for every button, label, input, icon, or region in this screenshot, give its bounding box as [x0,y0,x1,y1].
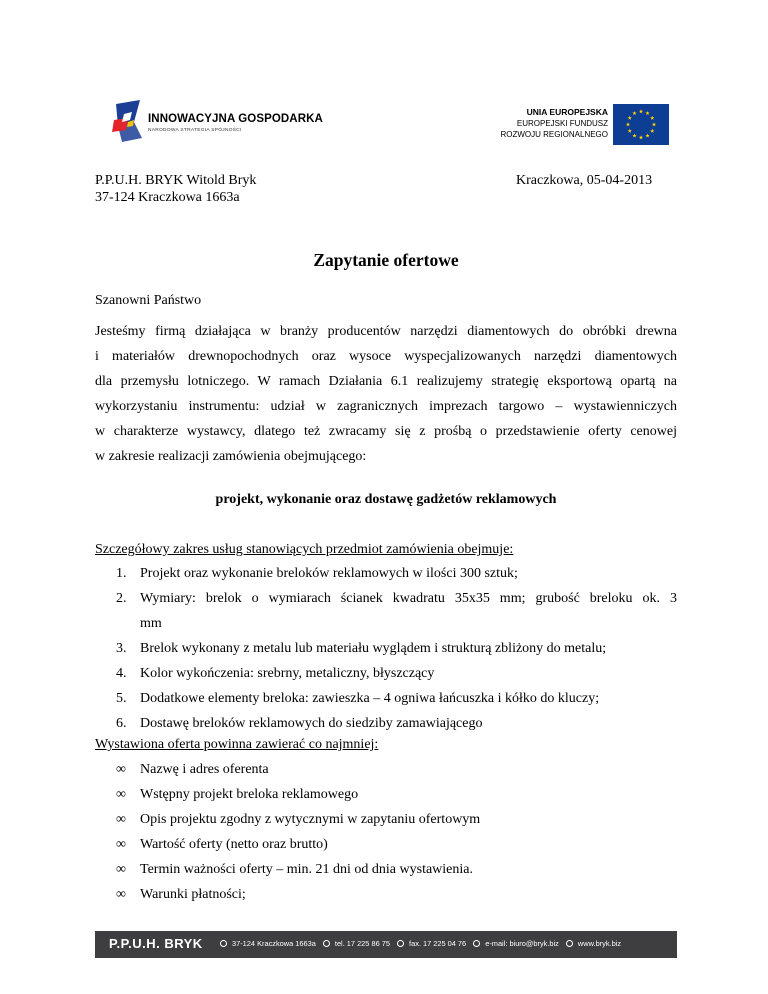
order-subject: projekt, wykonanie oraz dostawę gadżetów reklamowych [215,492,557,507]
innowacyjna-gospodarka-logo [112,100,323,144]
footer-fax: fax. 17 225 04 76 [409,939,467,948]
scope-item-number: 6. [116,716,127,731]
scope-item-text: Brelok wykonany z metalu lub materiału wyglądem i strukturą zbliżony do metalu; [140,641,607,656]
bullet-icon: ∞ [116,762,126,777]
footer-brand: P.P.U.H. BRYK [109,936,203,951]
footer-dot-icon [220,940,227,947]
footer-contact [215,939,621,948]
footer-tel: tel. 17 225 86 75 [334,939,390,948]
footer-address: 37-124 Kraczkowa 1663a [232,939,316,948]
scope-item-text-continued: mm [140,616,162,631]
intro-line: wykorzystaniu instrumentu: udział w zagranicznych imprezach targowo – wystawienniczych [95,399,677,414]
greeting: Szanowni Państwo [95,293,202,308]
offer-list [116,757,677,917]
sender-address: 37-124 Kraczkowa 1663a [95,190,240,205]
scope-item-number: 1. [116,566,127,581]
place-date: Kraczkowa, 05-04-2013 [516,173,653,188]
footer-dot-icon [473,940,480,947]
intro-line: i materiałów drewnopochodnych oraz wysoce wyspecjalizowanych narzędzi diamentowych [95,349,677,364]
document-title: Zapytanie ofertowe [313,250,459,270]
intro-line: Jesteśmy firmą działająca w branży producentów narzędzi diamentowych do obróbki drewna [95,324,677,339]
scope-item-number: 4. [116,666,127,681]
eu-logo-line1: UNIA EUROPEJSKA [526,107,608,117]
bullet-icon: ∞ [116,812,126,827]
offer-item-text: Wartość oferty (netto oraz brutto) [140,837,328,852]
scope-item-text: Wymiary: brelok o wymiarach ścianek kwadratu 35x35 mm; grubość breloku ok. 3 [140,591,677,606]
footer-dot-icon [397,940,404,947]
footer-dot-icon [566,940,573,947]
intro-line: w charakterze wystawcy, dlatego też zwracamy się z prośbą o przedstawienie oferty cenowej [95,424,677,439]
offer-heading: Wystawiona oferta powinna zawierać co najmniej: [95,737,379,752]
footer-bar [95,931,677,958]
scope-list [116,561,677,731]
bullet-icon: ∞ [116,837,126,852]
intro-line: w zakresie realizacji zamówienia obejmującego: [95,449,367,464]
bullet-icon: ∞ [116,887,126,902]
scope-item-number: 2. [116,591,127,606]
footer-dot-icon [323,940,330,947]
scope-item-number: 5. [116,691,127,706]
document-title-wrap [95,250,677,271]
scope-item-text: Dostawę breloków reklamowych do siedziby zamawiającego [140,716,483,731]
intro-paragraph [95,319,677,469]
bullet-icon: ∞ [116,787,126,802]
eu-logo-line3: ROZWOJU REGIONALNEGO [500,130,608,139]
scope-item-number: 3. [116,641,127,656]
sender-name: P.P.U.H. BRYK Witold Bryk [95,173,257,188]
eu-logo-text [500,107,608,140]
bullet-icon: ∞ [116,862,126,877]
ig-emblem-icon [112,100,146,144]
scope-item-text: Dodatkowe elementy breloka: zawieszka – 4 ogniwa łańcuszka i kółko do kluczy; [140,691,600,706]
ig-logo-subtitle: NARODOWA STRATEGIA SPÓJNOŚCI [148,128,242,133]
scope-item-text: Projekt oraz wykonanie breloków reklamowych w ilości 300 sztuk; [140,566,518,581]
offer-item-text: Opis projektu zgodny z wytycznymi w zapytaniu ofertowym [140,812,481,827]
footer-www: www.bryk.biz [577,939,622,948]
intro-line: dla przemysłu lotniczego. W ramach Działania 6.1 realizujemy strategię eksportową opartą na [95,374,677,389]
ig-logo-title: INNOWACYJNA GOSPODARKA [148,113,323,125]
offer-item-text: Termin ważności oferty – min. 21 dni od dnia wystawienia. [140,862,473,877]
scope-item-text: Kolor wykończenia: srebrny, metaliczny, błyszczący [140,666,435,681]
offer-item-text: Warunki płatności; [140,887,246,902]
eu-logo-line2: EUROPEJSKI FUNDUSZ [516,119,608,128]
offer-item-text: Wstępny projekt breloka reklamowego [140,787,359,802]
eu-flag-icon [613,104,669,145]
scope-heading: Szczegółowy zakres usług stanowiących przedmiot zamówienia obejmuje: [95,542,514,557]
footer-email: e-mail: biuro@bryk.biz [485,939,559,948]
offer-item-text: Nazwę i adres oferenta [140,762,269,777]
